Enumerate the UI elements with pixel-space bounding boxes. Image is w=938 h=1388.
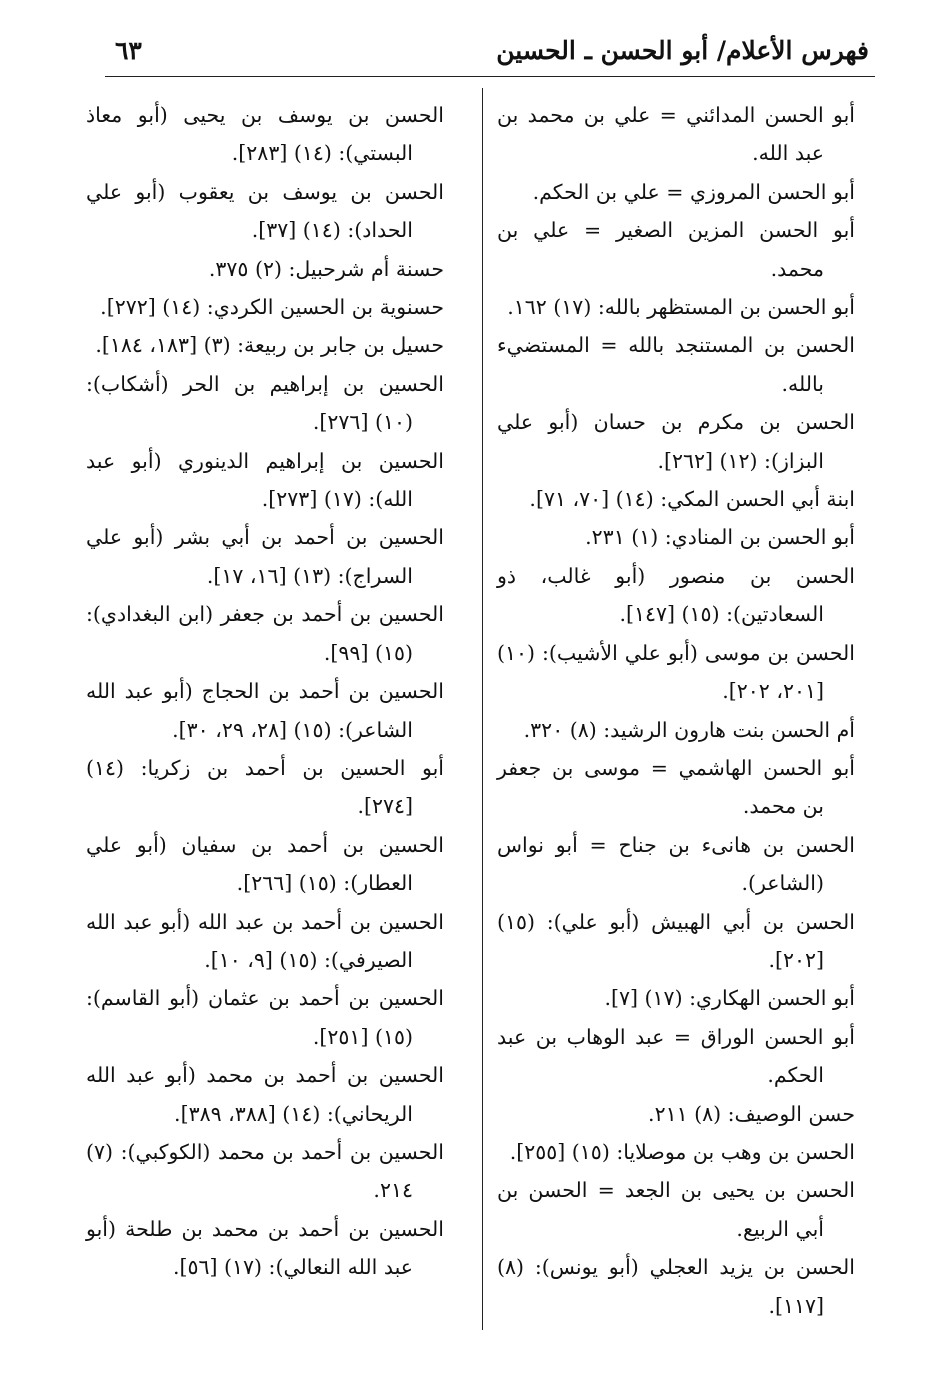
index-entry: الحسن بن أبي الهبيش (أبو علي): (١٥) [٢٠٢]. bbox=[497, 909, 855, 972]
index-entry: حسيل بن جابر بن ربيعة: (٣) [١٨٣، ١٨٤]. bbox=[95, 333, 444, 358]
index-entry: الحسين بن أحمد بن جعفر (ابن البغدادي): (١٥) [٩٩]. bbox=[86, 602, 444, 665]
index-entry: الحسن بن وهب بن موصلايا: (١٥) [٢٥٥]. bbox=[509, 1139, 855, 1164]
index-entry: الحسين بن أحمد بن محمد بن طلحة (أبو عبد الله النعالي): (١٧) [٥٦]. bbox=[86, 1216, 444, 1280]
index-entry: حسنة أم شرحبيل: (٢) ٣٧٥. bbox=[208, 256, 444, 281]
page-number: ٦٣ bbox=[115, 36, 142, 65]
index-entry: الحسين بن أحمد بن عبد الله (أبو عبد الله الصيرفي): (١٥) [٩، ١٠]. bbox=[86, 909, 444, 972]
index-entry: أبو الحسن بن المستظهر بالله: (١٧) ١٦٢. bbox=[507, 295, 855, 320]
index-entry: الحسين بن أحمد بن سفيان (أبو علي العطار): (١٥) [٢٦٦]. bbox=[86, 832, 444, 896]
index-entry: أبو الحسن المروزي = علي بن الحكم. bbox=[532, 179, 855, 204]
index-entry: الحسن بن المستنجد بالله = المستضيء بالله. bbox=[497, 333, 855, 396]
right-column bbox=[497, 96, 855, 1325]
index-entry: الحسين بن أحمد بن الحجاج (أبو عبد الله الشاعر): (١٥) [٢٨، ٢٩، ٣٠]. bbox=[86, 679, 444, 742]
index-entry: الحسن بن مكرم بن حسان (أبو علي البزاز): (١٢) [٢٦٢]. bbox=[497, 410, 855, 473]
index-entry: الحسين بن أحمد بن محمد (أبو عبد الله الريحاني): (١٤) [٣٨٨، ٣٨٩]. bbox=[86, 1063, 444, 1126]
index-entry: أبو الحسن الهاشمي = موسى بن جعفر بن محمد. bbox=[497, 755, 855, 819]
index-entry: أبو الحسن بن المنادي: (١) ٢٣١. bbox=[585, 525, 855, 550]
index-entry: حسنوية بن الحسين الكردي: (١٤) [٢٧٢]. bbox=[100, 295, 444, 320]
index-entry: الحسن بن هانىء بن جناح = أبو نواس (الشاعر). bbox=[497, 832, 855, 896]
index-entry: الحسن بن يوسف بن يعقوب (أبو علي الحداد): (١٤) [٣٧]. bbox=[86, 179, 444, 243]
index-entry: الحسن بن منصور (أبو غالب، ذو السعادتين): (١٥) [١٤٧]. bbox=[497, 563, 855, 627]
index-entry: الحسين بن أحمد بن عثمان (أبو القاسم): (١٥) [٢٥١]. bbox=[86, 986, 444, 1049]
column-divider bbox=[482, 88, 483, 1330]
index-entry: الحسن بن يوسف بن يحيى (أبو معاذ البستي): (١٤) [٢٨٣]. bbox=[86, 103, 444, 166]
index-entry: أبو الحسن الهكاري: (١٧) [٧]. bbox=[604, 986, 855, 1011]
index-entry: ابنة أبي الحسن المكي: (١٤) [٧٠، ٧١]. bbox=[529, 487, 855, 512]
index-entry: حسن الوصيف: (٨) ٢١١. bbox=[648, 1101, 855, 1126]
index-entry: أبو الحسن المدائني = علي بن محمد بن عبد الله. bbox=[497, 103, 855, 166]
page-header bbox=[105, 30, 875, 77]
running-title: فهرس الأعلام/ أبو الحسن ـ الحسين bbox=[496, 36, 869, 65]
index-entry: الحسين بن أحمد بن محمد (الكوكبي): (٧) ٢١٤. bbox=[86, 1139, 444, 1203]
index-entry: الحسن بن يزيد العجلي (أبو يونس): (٨) [١١٧]. bbox=[497, 1255, 855, 1318]
index-entry: الحسين بن إبراهيم الدينوري (أبو عبد الله): (١٧) [٢٧٣]. bbox=[86, 448, 444, 512]
index-entry: الحسن بن موسى (أبو علي الأشيب): (١٠) [٢٠١، ٢٠٢]. bbox=[497, 640, 855, 704]
index-entry: أبو الحسن المزين الصغير = علي بن محمد. bbox=[497, 218, 855, 281]
index-entry: الحسين بن أحمد بن أبي بشر (أبو علي السراج): (١٣) [١٦، ١٧]. bbox=[86, 525, 444, 588]
index-entry: أم الحسن بنت هارون الرشيد: (٨) ٣٢٠. bbox=[523, 717, 855, 742]
index-entry: الحسن بن يحيى بن الجعد = الحسن بن أبي الربيع. bbox=[497, 1178, 855, 1241]
index-entry: أبو الحسن الوراق = عبد الوهاب بن عبد الحكم. bbox=[497, 1024, 855, 1088]
index-entry: الحسين بن إبراهيم بن الحر (أشكاب): (١٠) [٢٧٦]. bbox=[86, 371, 444, 435]
index-entry: أبو الحسين بن أحمد بن زكريا: (١٤) [٢٧٤]. bbox=[86, 755, 444, 819]
left-column bbox=[86, 96, 444, 1287]
